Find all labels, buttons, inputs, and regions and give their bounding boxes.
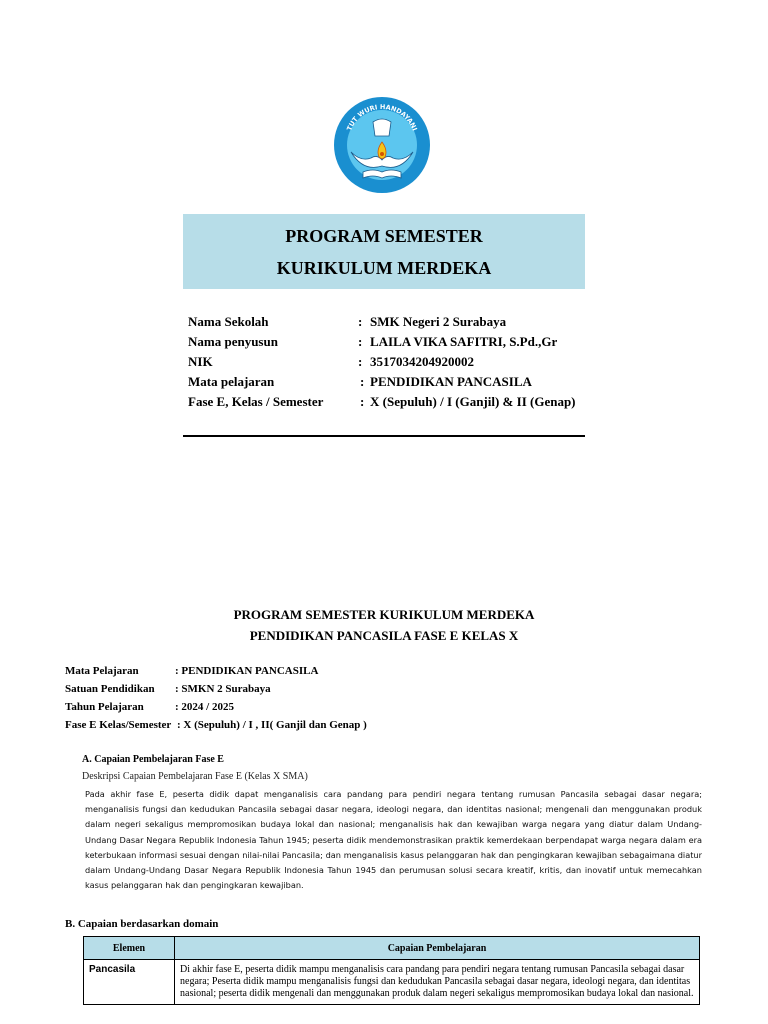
identity-label: Fase E, Kelas / Semester — [188, 394, 324, 409]
info-value: : PENDIDIKAN PANCASILA — [175, 665, 319, 677]
identity-label: NIK — [188, 354, 213, 369]
info-value: : SMKN 2 Surabaya — [175, 683, 271, 695]
header-elemen: Elemen — [84, 937, 175, 960]
horizontal-rule — [183, 435, 585, 437]
identity-value: SMK Negeri 2 Surabaya — [370, 314, 507, 329]
table-header-row — [84, 937, 700, 960]
identity-separator: : — [360, 394, 365, 409]
identity-separator: : — [360, 374, 365, 389]
identity-value: 3517034204920002 — [370, 354, 474, 369]
identity-separator: : — [358, 334, 363, 349]
header-capaian: Capaian Pembelajaran — [175, 937, 700, 960]
info-label: Mata Pelajaran — [65, 665, 139, 677]
tut-wuri-handayani-logo — [333, 92, 431, 200]
section-b-heading: B. Capaian berdasarkan domain — [65, 918, 219, 930]
title-box — [183, 214, 585, 289]
cell-capaian: Di akhir fase E, peserta didik mampu menganalisis cara pandang para pendiri negara tentang rumusan Pancasila sebagai dasar negara; Peserta didik mampu menganalisis fungsi dan kedudukan Pancasila sebagai dasar negara, ideologi negara, dan identitas nasional; peserta didik mengenali dan menggunakan produk dalam negeri sekaligus mempromosikan budaya lokal dan nasional. — [175, 960, 700, 1005]
identity-value: X (Sepuluh) / I (Ganjil) & II (Genap) — [370, 394, 576, 409]
title-line-1: PROGRAM SEMESTER — [285, 226, 483, 246]
capaian-table — [83, 936, 700, 1005]
identity-value: PENDIDIKAN PANCASILA — [370, 374, 532, 389]
identity-label: Mata pelajaran — [188, 374, 275, 389]
info-label: Satuan Pendidikan — [65, 683, 155, 695]
table-row — [84, 960, 700, 1005]
logo-motto: TUT WURI HANDAYANI — [345, 102, 419, 132]
identity-separator: : — [358, 354, 363, 369]
program-heading-2: PENDIDIKAN PANCASILA FASE E KELAS X — [249, 628, 519, 643]
info-value: : X (Sepuluh) / I , II( Ganjil dan Genap ) — [177, 719, 367, 731]
info-label: Tahun Pelajaran — [65, 701, 144, 713]
identity-value: LAILA VIKA SAFITRI, S.Pd.,Gr — [370, 334, 558, 349]
title-line-2: KURIKULUM MERDEKA — [276, 258, 492, 278]
identity-separator: : — [358, 314, 363, 329]
identity-label: Nama penyusun — [188, 334, 278, 349]
cell-elemen: Pancasila — [84, 960, 175, 1005]
description-title: Deskripsi Capaian Pembelajaran Fase E (Kelas X SMA) — [82, 771, 308, 782]
info-label: Fase E Kelas/Semester — [65, 719, 172, 731]
program-heading-1: PROGRAM SEMESTER KURIKULUM MERDEKA — [233, 607, 535, 622]
description-paragraph: Pada akhir fase E, peserta didik dapat menganalisis cara pandang para pendiri negara tentang rumusan Pancasila sebagai dasar negara; menganalisis fungsi dan kedudukan Pancasila sebagai dasar negara, ideologi negara, dan identitas nasional; mengenali dan menggunakan produk dalam negeri sekaligus mempromosikan budaya lokal dan nasional; menganalisis hak dan kewajiban warga negara yang diatur dalam Undang-Undang Dasar Negara Republik Indonesia Tahun 1945; peserta didik mendemonstrasikan praktik kemerdekaan berpendapat warga negara dalam era keterbukaan informasi sesuai dengan nilai-nilai Pancasila; dan menganalisis kasus pelanggaran hak dan pengingkaran kewajiban sebagaimana diatur dalam Undang-Undang Dasar Negara Republik Indonesia Tahun 1945 dan perumusan solusi secara kreatif, kritis, dan inovatif untuk memecahkan kasus pelanggaran hak dan pengingkaran kewajiban. — [85, 789, 702, 891]
info-value: : 2024 / 2025 — [175, 701, 234, 713]
identity-label: Nama Sekolah — [188, 314, 269, 329]
section-a-heading: A. Capaian Pembelajaran Fase E — [82, 754, 224, 765]
